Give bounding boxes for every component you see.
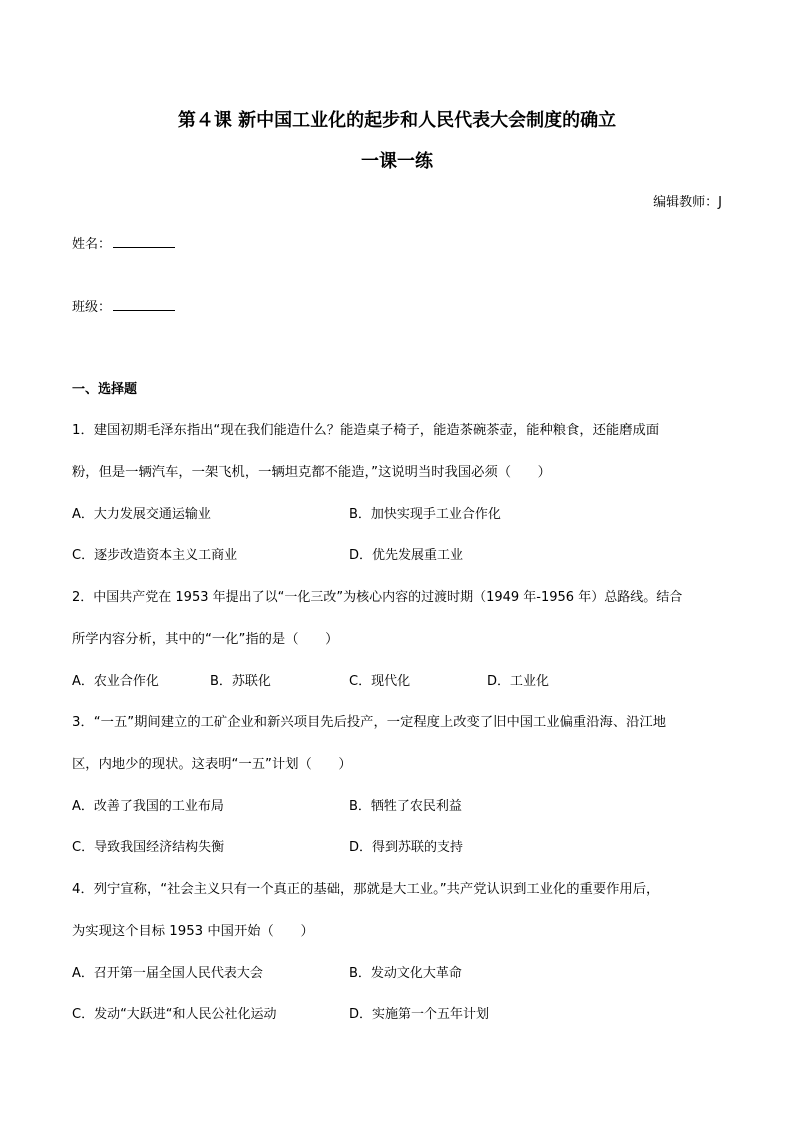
- question-2-option-b[interactable]: B．苏联化: [210, 674, 271, 689]
- class-label: 班级：: [72, 300, 112, 315]
- question-4-option-c[interactable]: C．发动“大跃进“和人民公社化运动: [72, 1007, 277, 1022]
- class-field: [72, 296, 175, 315]
- question-3-option-c[interactable]: C．导致我国经济结构失衡: [72, 840, 225, 855]
- question-4-line-2: 为实现这个目标 1953 中国开始（ ）: [72, 924, 314, 939]
- question-2-option-d[interactable]: D．工业化: [487, 674, 550, 689]
- question-1-option-a[interactable]: A．大力发展交通运输业: [72, 507, 211, 522]
- question-4-line-1: 4．列宁宣称，“社会主义只有一个真正的基础，那就是大工业。”共产党认识到工业化的重要作用后，: [72, 882, 660, 897]
- question-1-option-b[interactable]: B．加快实现手工业合作化: [349, 507, 501, 522]
- question-2-option-c[interactable]: C．现代化: [349, 674, 411, 689]
- question-3-option-d[interactable]: D．得到苏联的支持: [349, 840, 464, 855]
- page-subtitle: 一课一练: [361, 151, 433, 172]
- editor-label: 编辑教师：J: [653, 195, 722, 210]
- question-1-option-c[interactable]: C．逐步改造资本主义工商业: [72, 548, 238, 563]
- question-3-line-1: 3．“一五”期间建立的工矿企业和新兴项目先后投产，一定程度上改变了旧中国工业偏重沿海、沿江地: [72, 715, 667, 730]
- question-2-line-2: 所学内容分析，其中的“一化”指的是（ ）: [72, 632, 339, 647]
- question-1-line-1: 1．建国初期毛泽东指出“现在我们能造什么？能造桌子椅子，能造茶碗茶壶，能种粮食，还能磨成面: [72, 423, 660, 438]
- question-3-option-b[interactable]: B．牺牲了农民利益: [349, 799, 462, 814]
- question-3-option-a[interactable]: A．改善了我国的工业布局: [72, 799, 224, 814]
- question-3-line-2: 区，内地少的现状。这表明“一五”计划（ ）: [72, 757, 352, 772]
- name-field: [72, 233, 175, 252]
- class-blank[interactable]: [113, 298, 175, 311]
- page-title: 第４课 新中国工业化的起步和人民代表大会制度的确立: [177, 110, 617, 131]
- question-4-option-a[interactable]: A．召开第一届全国人民代表大会: [72, 966, 263, 981]
- question-4-option-b[interactable]: B．发动文化大革命: [349, 966, 462, 981]
- question-1-option-d[interactable]: D．优先发展重工业: [349, 548, 464, 563]
- section-title: 一、选择题: [72, 382, 138, 397]
- question-2-line-1: 2．中国共产党在 1953 年提出了以“一化三改”为核心内容的过渡时期（1949 年-1956 年）总路线。结合: [72, 590, 683, 605]
- name-label: 姓名：: [72, 237, 112, 252]
- question-1-line-2: 粉，但是一辆汽车，一架飞机，一辆坦克都不能造，”这说明当时我国必须（ ）: [72, 465, 551, 480]
- name-blank[interactable]: [113, 235, 175, 248]
- question-2-option-a[interactable]: A．农业合作化: [72, 674, 159, 689]
- question-4-option-d[interactable]: D．实施第一个五年计划: [349, 1007, 490, 1022]
